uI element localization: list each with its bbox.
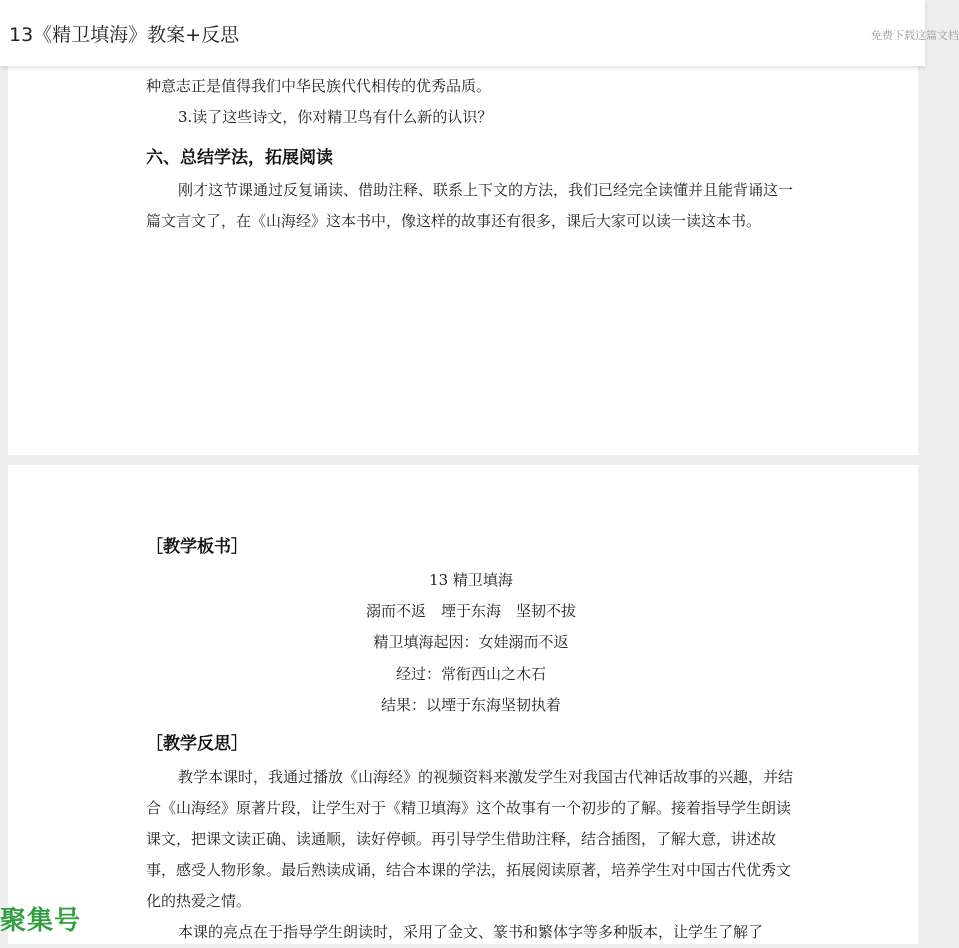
- board-line: 精卫填海起因：女娃溺而不返: [373, 633, 569, 651]
- board-heading: ［教学板书］: [146, 537, 248, 557]
- document-page-2: [8, 465, 918, 944]
- board-line: 13 精卫填海: [429, 571, 513, 589]
- board-line: 溺而不返 堙于东海 坚韧不拔: [365, 602, 576, 620]
- document-title: 13《精卫填海》教案+反思: [9, 24, 240, 46]
- watermark-logo: 聚集号: [0, 906, 82, 936]
- section-6-heading: 六、总结学法，拓展阅读: [146, 148, 333, 168]
- question-3: 3.读了这些诗文，你对精卫鸟有什么新的认识？: [178, 108, 493, 126]
- board-line: 经过：常衔西山之木石: [395, 665, 546, 683]
- paragraph-continuation: 种意志正是值得我们中华民族代代相传的优秀品质。: [146, 77, 492, 95]
- reflection-paragraph: 教学本课时，我通过播放《山海经》的视频资料来激发学生对我国古代神话故事的兴趣，并结合《山海经》原著片段，让学生对于《精卫填海》这个故事有一个初步的了解。接着指导学生朗读课文，把课文读正确、读通顺，读好停顿。再引导学生借助注释，结合插图，了解大意，讲述故事，感受人物形象。最后熟读成诵，结合本课的学法，拓展阅读原著，培养学生对中国古代优秀文化的热爱之情。: [146, 768, 794, 910]
- document-page-1: [8, 0, 918, 455]
- section-6-paragraph: 刚才这节课通过反复诵读、借助注释、联系上下文的方法，我们已经完全读懂并且能背诵这一篇文言文了，在《山海经》这本书中，像这样的故事还有很多，课后大家可以读一读这本书。: [146, 181, 794, 230]
- free-download-link[interactable]: 免费下载这篇文档: [871, 29, 959, 42]
- reflection-heading: ［教学反思］: [146, 734, 248, 754]
- document-header: [0, 0, 959, 66]
- reflection-paragraph: 本课的亮点在于指导学生朗读时，采用了金文、篆书和繁体字等多种版本，让学生了解了: [178, 923, 764, 941]
- board-line: 结果：以堙于东海坚韧执着: [380, 696, 561, 714]
